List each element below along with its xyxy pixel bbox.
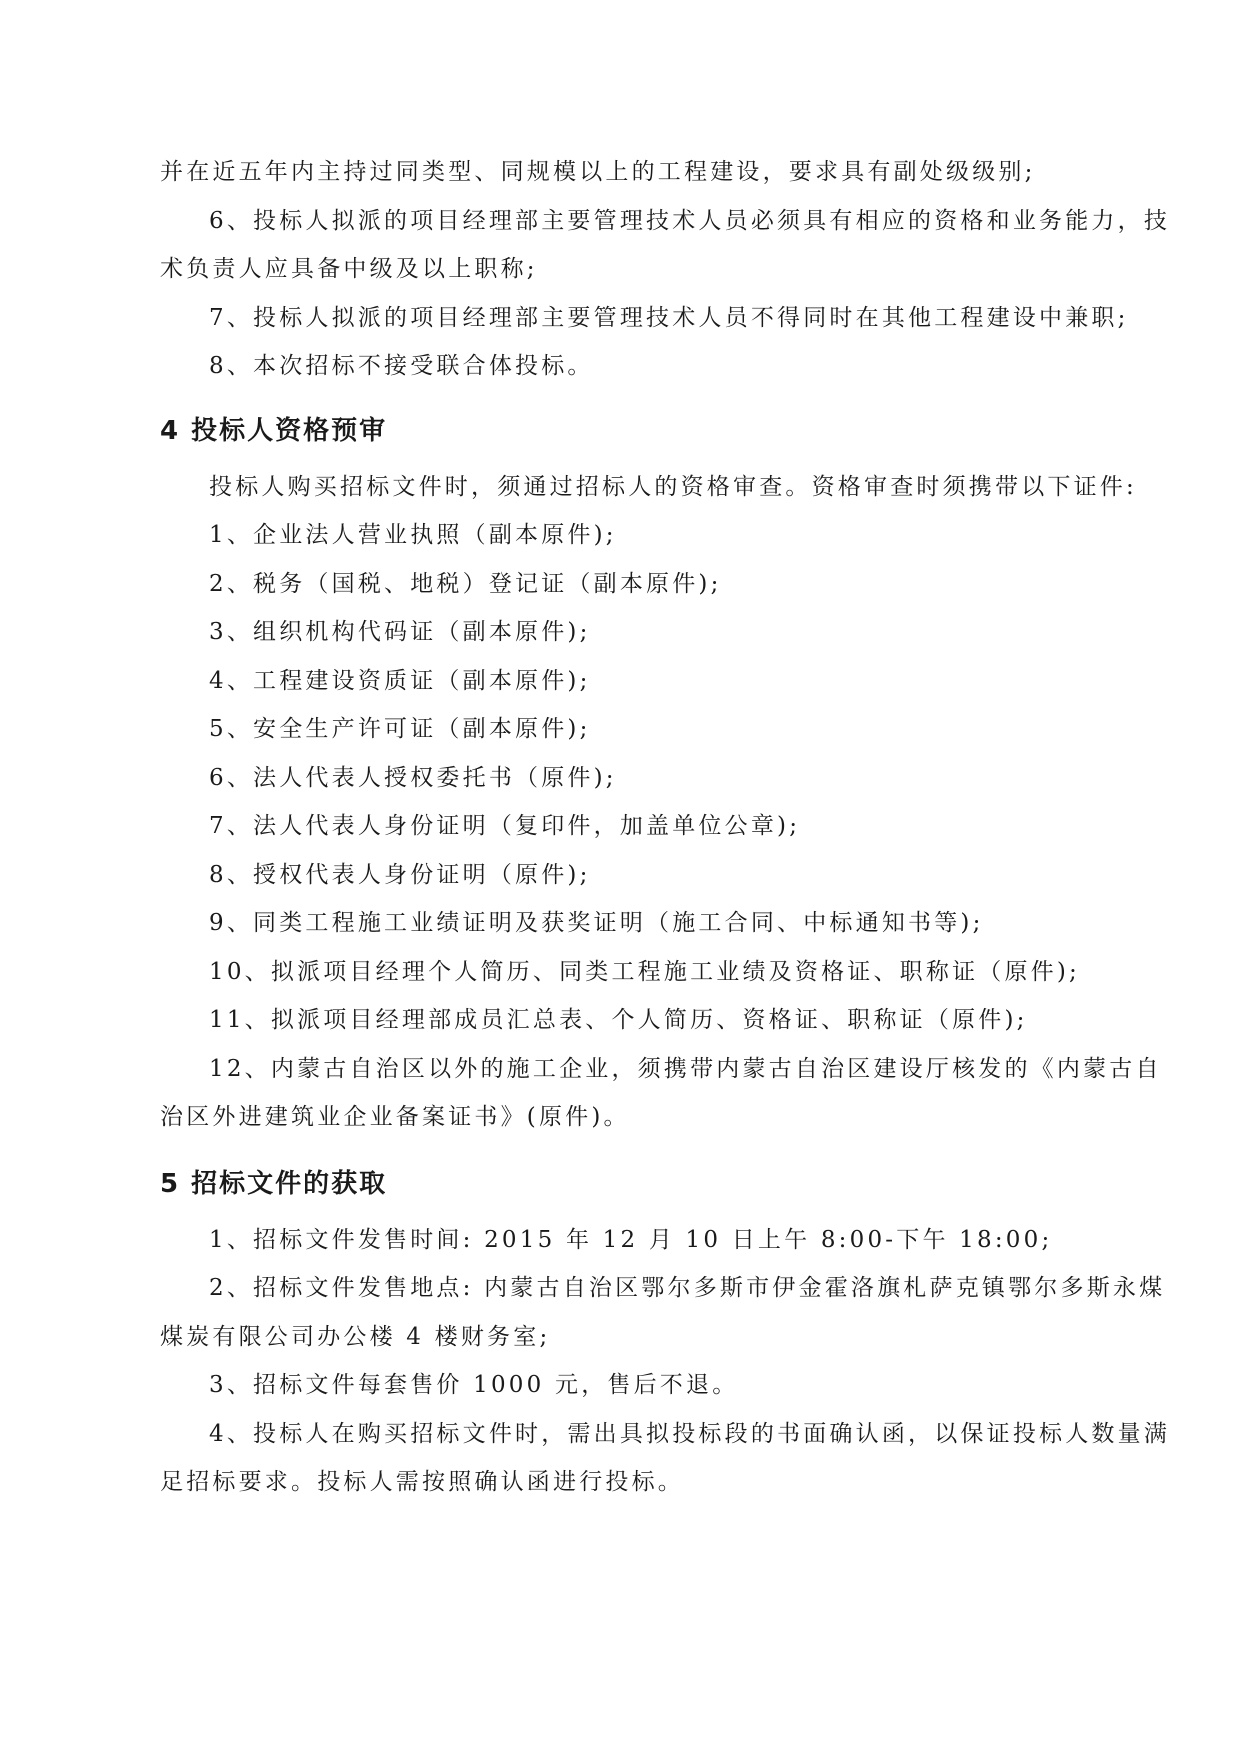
list-item: 3、组织机构代码证（副本原件); [209,619,591,645]
sale-price-item: 3、招标文件每套售价 1000 元，售后不退。 [209,1372,739,1398]
list-item-12-line2: 治区外进建筑业企业备案证书》(原件)。 [160,1104,630,1130]
list-item: 8、授权代表人身份证明（原件); [209,861,591,888]
list-item: 10、拟派项目经理个人简历、同类工程施工业绩及资格证、职称证（原件); [209,958,1080,985]
sale-location-item-line2: 煤炭有限公司办公楼 4 楼财务室; [160,1323,551,1350]
section-4-heading: 4 投标人资格预审 [160,415,388,446]
list-item: 1、企业法人营业执照（副本原件); [209,522,617,548]
requirement-item-8: 8、本次招标不接受联合体投标。 [209,353,594,379]
section-5-heading: 5 招标文件的获取 [160,1168,388,1199]
sale-time-item: 1、招标文件发售时间: 2015 年 12 月 10 日上午 8:00-下午 18:00; [209,1226,1053,1253]
confirmation-item-line2: 足招标要求。投标人需按照确认函进行投标。 [160,1469,684,1495]
requirement-item-7: 7、投标人拟派的项目经理部主要管理技术人员不得同时在其他工程建设中兼职; [209,304,1129,331]
requirement-item-6-line2: 术负责人应具备中级及以上职称; [160,256,538,282]
list-item: 2、税务（国税、地税）登记证（副本原件); [209,570,722,597]
list-item: 6、法人代表人授权委托书（原件); [209,764,617,791]
document-page [160,148,1171,1507]
list-item-12-line1: 12、内蒙古自治区以外的施工企业，须携带内蒙古自治区建设厅核发的《内蒙古自 [209,1055,1162,1082]
list-item: 11、拟派项目经理部成员汇总表、个人简历、资格证、职称证（原件); [209,1007,1028,1033]
list-item: 5、安全生产许可证（副本原件); [209,716,591,742]
requirement-item-6-line1: 6、投标人拟派的项目经理部主要管理技术人员必须具有相应的资格和业务能力，技 [209,207,1171,234]
item5-continuation: 并在近五年内主持过同类型、同规模以上的工程建设，要求具有副处级级别; [160,159,1036,185]
list-item: 4、工程建设资质证（副本原件); [209,667,591,694]
confirmation-item-line1: 4、投标人在购买招标文件时，需出具拟投标段的书面确认函，以保证投标人数量满 [209,1420,1171,1447]
list-item: 9、同类工程施工业绩证明及获奖证明（施工合同、中标通知书等); [209,910,984,936]
section-4-intro: 投标人购买招标文件时，须通过招标人的资格审查。资格审查时须携带以下证件: [209,473,1137,500]
sale-location-item-line1: 2、招标文件发售地点: 内蒙古自治区鄂尔多斯市伊金霍洛旗札萨克镇鄂尔多斯永煤 [209,1275,1166,1301]
list-item: 7、法人代表人身份证明（复印件，加盖单位公章); [209,813,801,839]
